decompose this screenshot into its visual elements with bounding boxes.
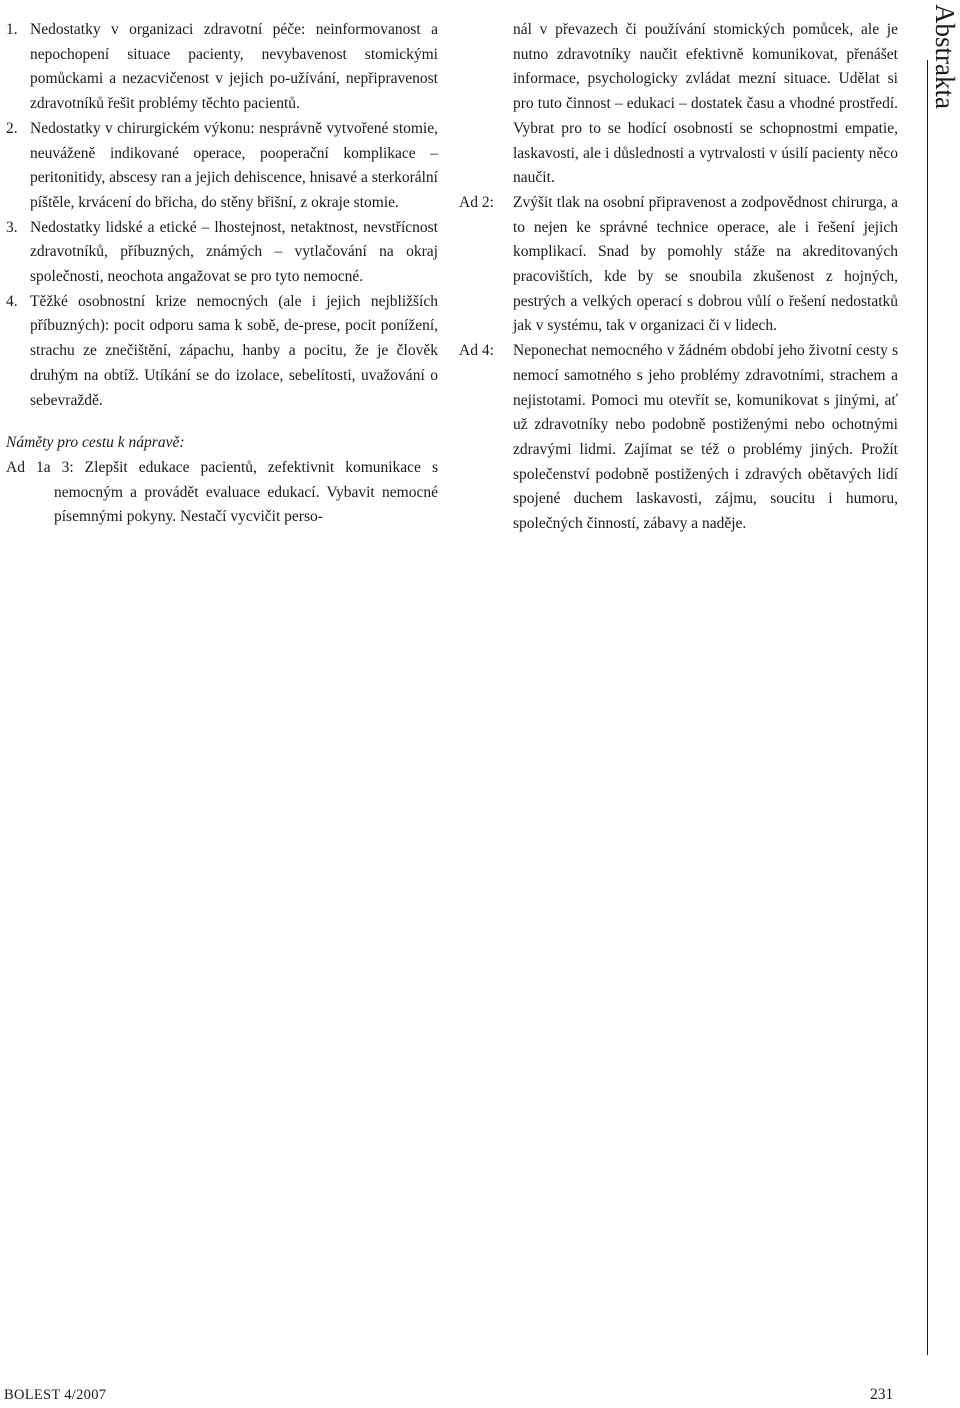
list-item-number: 1. [6, 21, 18, 38]
list-item-number: 3. [6, 218, 18, 236]
section-heading: Náměty pro cestu k nápravě: [6, 434, 185, 452]
list-item [6, 117, 438, 216]
recommendation-label: Ad 1a 3: [6, 458, 74, 476]
list-item-number: 2. [6, 119, 18, 137]
recommendation-ad-2 [459, 191, 898, 339]
list-item-number: 4. [6, 292, 18, 310]
section-side-label-text: Abstrakta [930, 4, 960, 109]
recommendation-continuation: nál v převazech či používání stomických pomůcek, ale je nutno zdravotníky naučit efektivně komunikovat, přenášet informace, psychologicky zvládat mezní situace. Udělat si pro tuto činnost – edukaci – dostatek času a vhodné prostředí. Vybrat pro to se hodící osobnosti se schopnostmi empatie, laskavosti, ale i důslednosti a vytrvalosti v úsilí pacienty něco naučit. [513, 21, 898, 187]
left-column [6, 18, 438, 530]
recommendation-ad-1-3 [6, 456, 438, 530]
list-item [6, 216, 438, 290]
right-column [459, 18, 898, 537]
list-item-text: Nedostatky v organizaci zdravotní péče: neinformovanost a nepochopení situace pacienty, nevybavenost stomickými pomůckami a nezacvičenost v jejich po-užívání, nepřipravenost zdravotníků řešit problémy těchto pacientů. [30, 21, 438, 113]
footer-journal: BOLEST 4/2007 [4, 1387, 107, 1403]
recommendation-text: Zlepšit edukace pacientů, zefektivnit komunikace s nemocným a provádět evaluace edukací. Vybavit nemocné písemnými pokyny. Nestačí vycvičit perso- [54, 458, 438, 526]
list-item-text: Nedostatky v chirurgickém výkonu: nesprávně vytvořené stomie, neuváženě indikované operace, pooperační komplikace – peritonitidy, abscesy ran a jejich dehiscence, hnisavé a sterkorální píštěle, krvácení do břicha, do stěny břišní, z okraje stomie. [30, 119, 438, 211]
recommendation-label: Ad 2: [459, 193, 494, 211]
recommendation-ad-4 [459, 339, 898, 537]
list-item [6, 18, 438, 117]
recommendation-text: Neponechat nemocného v žádném období jeho životní cesty s nemocí samotného s jeho problémy zdravotními, strachem a nejistotami. Pomoci mu otevřít se, komunikovat s jinými, ať už zdravotníky nebo podobně postiženými nebo ochotnými zdravými lidmi. Zajímat se též o problémy jiných. Prožít společenství podobně postižených i zdravých obětavých lidí spojené duchem laskavosti, zájmu, soucitu i humoru, společných činností, zábavy a naděje. [513, 342, 898, 533]
list-item [6, 290, 438, 414]
recommendation-label: Ad 4: [459, 342, 494, 360]
footer-page-number: 231 [870, 1386, 894, 1403]
list-item-text: Nedostatky lidské a etické – lhostejnost, netaktnost, nevstřícnost zdravotníků, příbuzných, známých – vytlačování na okraj společnosti, neochota angažovat se pro tyto nemocné. [30, 218, 438, 286]
list-item-text: Těžké osobnostní krize nemocných (ale i jejich nejbližších příbuzných): pocit odporu sama k sobě, de-prese, pocit ponížení, strachu ze znečištění, zápachu, hanby a pocitu, že je člověk druhým na obtíž. Utíkání se do izolace, sebelítosti, uvažování o sebevraždě. [30, 292, 438, 409]
section-divider-line [927, 60, 928, 1355]
section-side-label [930, 4, 960, 114]
recommendation-text: Zvýšit tlak na osobní připravenost a zodpovědnost chirurga, a to nejen ke správné technice operace, ale i řešení jejich komplikací. Snad by pomohly stáže na akreditovaných pracovištích, kde by se snoubila zkušenost z hojných, pestrých a velkých operací s dobrou vůlí o řešení nedostatků jak v systému, tak v organizaci či v lidech. [513, 193, 898, 335]
